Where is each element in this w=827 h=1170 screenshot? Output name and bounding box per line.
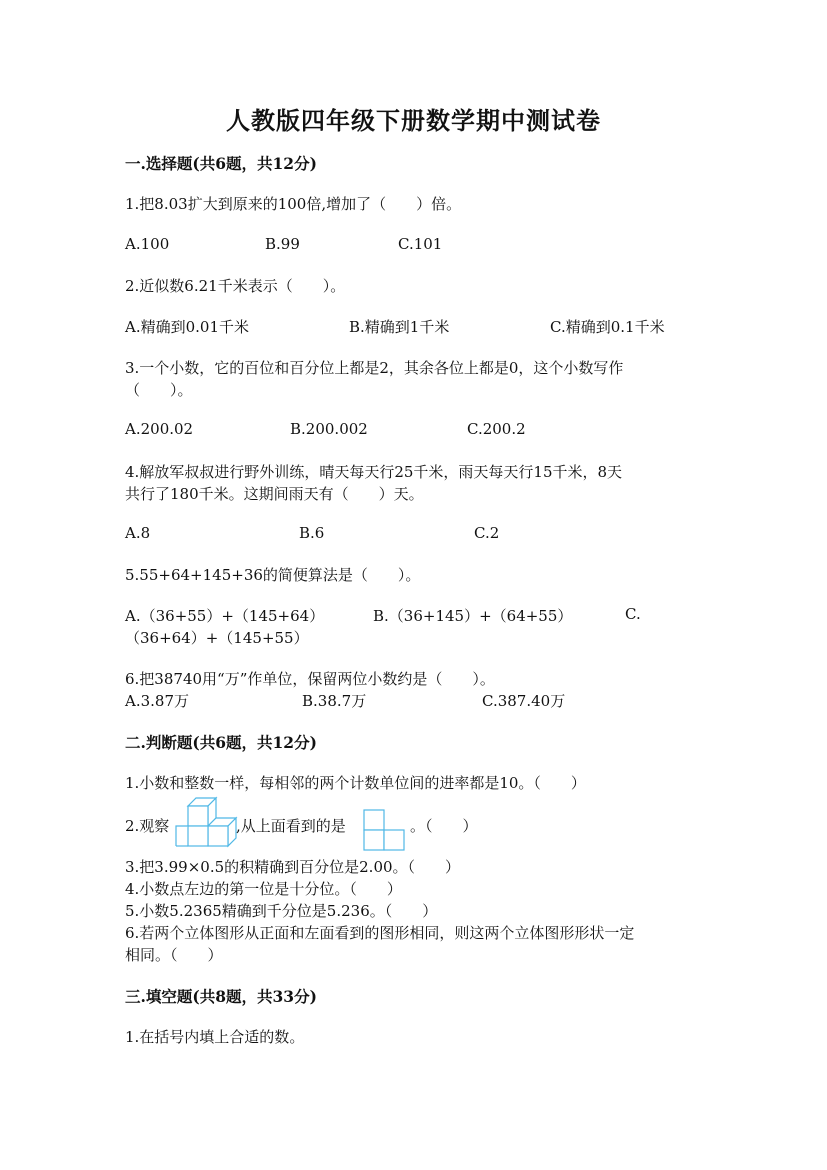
mc-question-5: 5.55+64+145+36的简便算法是（ ）。 xyxy=(125,566,421,584)
tf-question-2-suffix: 。（ ） xyxy=(410,817,478,835)
mc-question-6: 6.把38740用“万”作单位，保留两位小数约是（ ）。 xyxy=(125,670,495,688)
mc-q5-option-c: C. xyxy=(625,605,641,623)
mc-q1-option-c: C.101 xyxy=(398,235,443,253)
mc-question-4-line-1: 4.解放军叔叔进行野外训练，晴天每天行25千米，雨天每天行15千米，8天 xyxy=(125,463,623,481)
tf-question-5: 5.小数5.2365精确到千分位是5.236。（ ） xyxy=(125,902,438,920)
mc-question-3-line-2: （ ）。 xyxy=(125,381,193,399)
mc-q6-option-a: A.3.87万 xyxy=(125,692,189,710)
tf-question-4: 4.小数点左边的第一位是十分位。（ ） xyxy=(125,880,402,898)
mc-q5-option-a: A.（36+55）+（145+64） xyxy=(125,607,325,625)
page-title: 人教版四年级下册数学期中测试卷 xyxy=(226,106,601,135)
section-heading-multiple-choice: 一.选择题(共6题，共12分) xyxy=(125,154,317,173)
mc-q4-option-c: C.2 xyxy=(474,524,500,542)
mc-q3-option-c: C.200.2 xyxy=(467,420,526,438)
mc-q4-option-a: A.8 xyxy=(125,524,151,542)
tf-question-1: 1.小数和整数一样，每相邻的两个计数单位间的进率都是10。（ ） xyxy=(125,774,586,792)
mc-question-3-line-1: 3.一个小数，它的百位和百分位上都是2，其余各位上都是0，这个小数写作 xyxy=(125,359,624,377)
tf-question-2-prefix: 2.观察 xyxy=(125,817,170,835)
mc-q3-option-b: B.200.002 xyxy=(290,420,368,438)
tf-question-3: 3.把3.99×0.5的积精确到百分位是2.00。（ ） xyxy=(125,858,461,876)
section-heading-fill-in: 三.填空题(共8题，共33分) xyxy=(125,987,317,1006)
tf-question-2-middle: ,从上面看到的是 xyxy=(236,817,346,835)
top-view-figure xyxy=(363,808,407,854)
mc-q1-option-b: B.99 xyxy=(265,235,300,253)
mc-q5-option-b: B.（36+145）+（64+55） xyxy=(373,607,573,625)
mc-question-2: 2.近似数6.21千米表示（ ）。 xyxy=(125,277,346,295)
mc-q6-option-c: C.387.40万 xyxy=(482,692,566,710)
tf-question-6-line-1: 6.若两个立体图形从正面和左面看到的图形相同，则这两个立体图形形状一定 xyxy=(125,924,635,942)
section-heading-true-false: 二.判断题(共6题，共12分) xyxy=(125,733,317,752)
mc-question-1: 1.把8.03扩大到原来的100倍,增加了（ ）倍。 xyxy=(125,195,462,213)
mc-q2-option-c: C.精确到0.1千米 xyxy=(550,318,665,336)
mc-q2-option-a: A.精确到0.01千米 xyxy=(125,318,249,336)
mc-q4-option-b: B.6 xyxy=(299,524,325,542)
mc-q3-option-a: A.200.02 xyxy=(125,420,194,438)
fill-question-1: 1.在括号内填上合适的数。 xyxy=(125,1028,305,1046)
mc-q5-option-c-continued: （36+64）+（145+55） xyxy=(125,629,309,647)
mc-q2-option-b: B.精确到1千米 xyxy=(349,318,450,336)
mc-q1-option-a: A.100 xyxy=(125,235,170,253)
mc-question-4-line-2: 共行了180千米。这期间雨天有（ ）天。 xyxy=(125,485,424,503)
cube-stack-figure xyxy=(174,796,238,854)
tf-question-6-line-2: 相同。（ ） xyxy=(125,946,223,964)
mc-q6-option-b: B.38.7万 xyxy=(302,692,367,710)
